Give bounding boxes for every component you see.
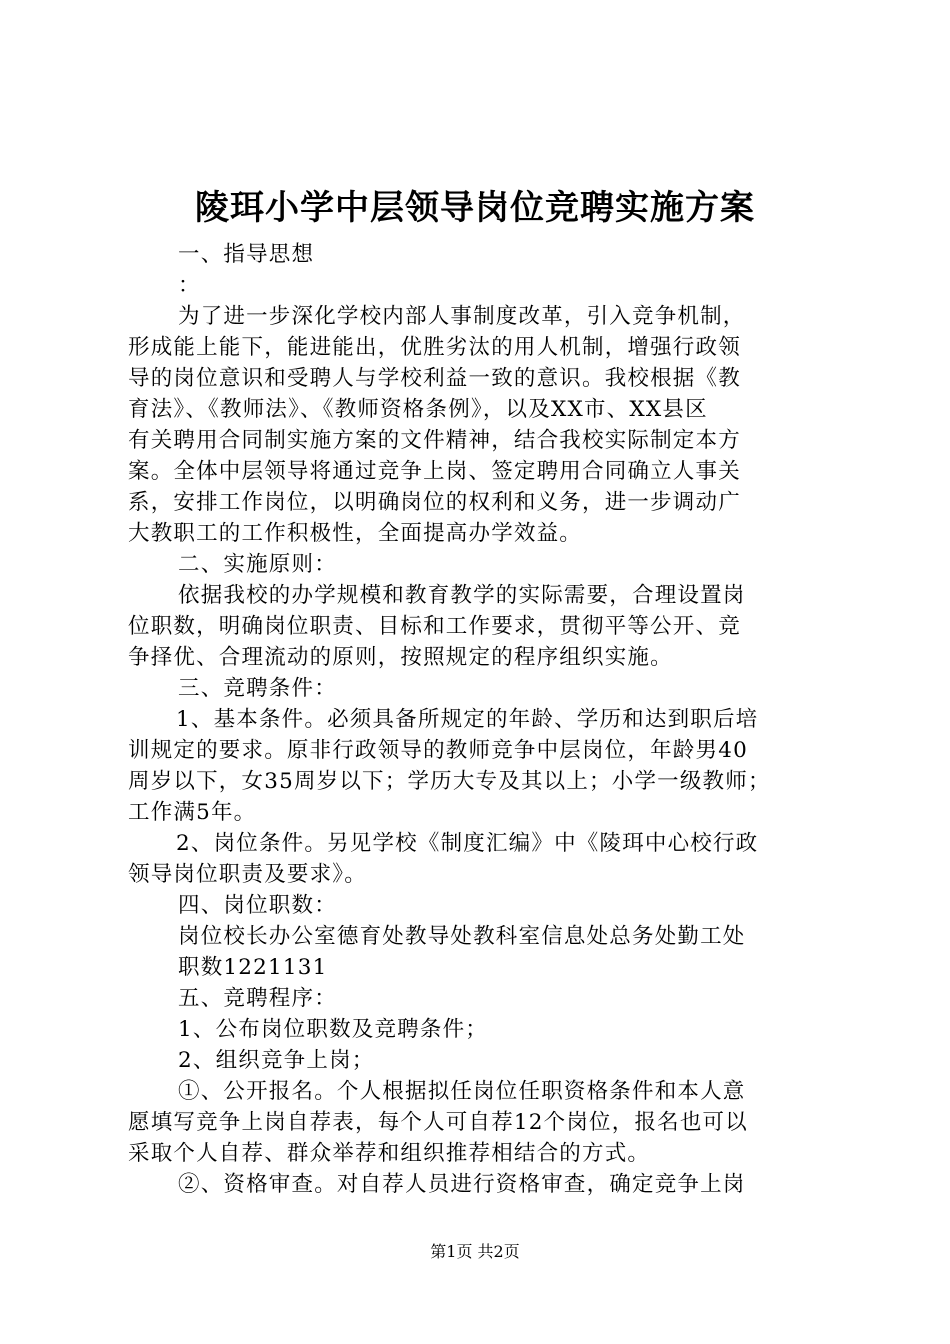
text-line: 位职数，明确岗位职责、目标和工作要求，贯彻平等公开、竞 [128,614,741,639]
page-footer: 第1页 共2页 [430,1242,520,1261]
text-line: 训规定的要求。原非行政领导的教师竞争中层岗位，年龄男40 [128,738,748,763]
section-heading: 五、竞聘程序： [178,986,337,1011]
paragraph-start: ①、公开报名。个人根据拟任岗位任职资格条件和本人意 [178,1079,746,1104]
text-line: 大教职工的工作积极性，全面提高办学效益。 [128,521,583,546]
text-line: 周岁以下，女35周岁以下；学历大专及其以上；小学一级教师； [128,769,771,794]
text-line: 形成能上能下，能进能出，优胜劣汰的用人机制，增强行政领 [128,335,741,360]
text-line: 领导岗位职责及要求》。 [128,862,367,887]
paragraph-start: 1、基本条件。必须具备所规定的年龄、学历和达到职后培 [176,707,759,732]
text-line: 采取个人自荐、群众举荐和组织推荐相结合的方式。 [128,1141,651,1166]
section-heading: 一、指导思想 [178,242,315,267]
text-line: ： [178,273,201,298]
document-title: 陵珥小学中层领导岗位竞聘实施方案 [195,188,755,228]
paragraph-start: 依据我校的办学规模和教育教学的实际需要，合理设置岗 [178,583,746,608]
quota-row: 职数1221131 [178,955,328,980]
text-line: 导的岗位意识和受聘人与学校利益一致的意识。我校根据《教 [128,366,741,391]
section-heading: 四、岗位职数： [178,893,337,918]
text-line: 育法》、《教师法》、《教师资格条例》，以及XX市、XX县区 [128,397,708,422]
text-line: 有关聘用合同制实施方案的文件精神，结合我校实际制定本方 [128,428,741,453]
paragraph-start: 2、岗位条件。另见学校《制度汇编》中《陵珥中心校行政 [176,831,759,856]
document-body [128,239,828,1200]
section-heading: 二、实施原则： [178,552,337,577]
section-heading: 三、竞聘条件： [178,676,337,701]
list-item: 2、组织竞争上岗； [178,1048,375,1073]
text-line: 愿填写竞争上岗自荐表，每个人可自荐12个岗位，报名也可以 [128,1110,748,1135]
text-line: 系，安排工作岗位，以明确岗位的权利和义务，进一步调动广 [128,490,741,515]
text-line: 案。全体中层领导将通过竞争上岗、签定聘用合同确立人事关 [128,459,741,484]
paragraph-start: 为了进一步深化学校内部人事制度改革，引入竞争机制， [178,304,746,329]
text-line: 争择优、合理流动的原则，按照规定的程序组织实施。 [128,645,673,670]
paragraph-start: ②、资格审查。对自荐人员进行资格审查，确定竞争上岗 [178,1172,746,1197]
text-line: 工作满5年。 [128,800,257,825]
position-row: 岗位校长办公室德育处教导处教科室信息处总务处勤工处 [178,924,746,949]
list-item: 1、公布岗位职数及竞聘条件； [178,1017,488,1042]
